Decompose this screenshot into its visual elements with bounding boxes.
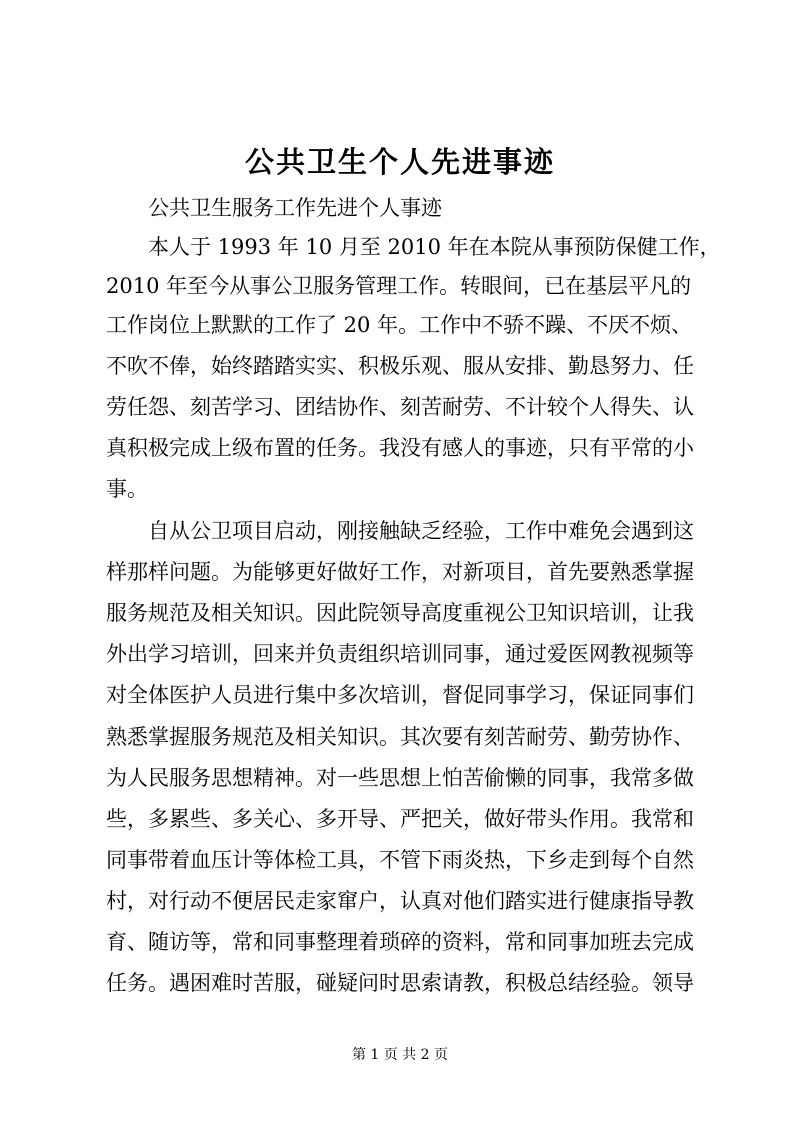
paragraph-line: 服务规范及相关知识。因此院领导高度重视公卫知识培训，让我 [106, 601, 694, 625]
page-number-footer: 第 1 页 共 2 页 [351, 1047, 449, 1063]
paragraph-line: 本人于 1993 年 10 月至 2010 年在本院从事预防保健工作， [148, 235, 721, 259]
paragraph-line: 劳任怨、刻苦学习、团结协作、刻苦耐劳、不计较个人得失、认 [106, 395, 694, 419]
paragraph-line: 熟悉掌握服务规范及相关知识。其次要有刻苦耐劳、勤劳协作、 [106, 725, 694, 749]
paragraph-line: 些，多累些、多关心、多开导、严把关，做好带头作用。我常和 [106, 807, 694, 831]
paragraph-line: 样那样问题。为能够更好做好工作，对新项目，首先要熟悉掌握 [106, 560, 694, 584]
paragraph-line: 为人民服务思想精神。对一些思想上怕苦偷懒的同事，我常多做 [106, 766, 694, 790]
document-title: 公共卫生个人先进事迹 [244, 145, 555, 179]
paragraph-line: 外出学习培训，回来并负责组织培训同事，通过爱医网教视频等 [106, 642, 694, 666]
paragraph-line: 任务。遇困难时苦服，碰疑问时思索请教，积极总结经验。领导 [106, 971, 694, 995]
paragraph-line: 事。 [106, 477, 148, 501]
paragraph-line: 工作岗位上默默的工作了 20 年。工作中不骄不躁、不厌不烦、 [106, 313, 693, 337]
paragraph-line: 育、随访等，常和同事整理着琐碎的资料，常和同事加班去完成 [106, 930, 694, 954]
paragraph-line: 村，对行动不便居民走家窜户，认真对他们踏实进行健康指导教 [106, 889, 694, 913]
document-subtitle: 公共卫生服务工作先进个人事迹 [148, 196, 442, 220]
paragraph-line: 对全体医护人员进行集中多次培训，督促同事学习，保证同事们 [106, 683, 694, 707]
paragraph-line: 同事带着血压计等体检工具，不管下雨炎热，下乡走到每个自然 [106, 848, 694, 872]
paragraph-line: 2010 年至今从事公卫服务管理工作。转眼间，已在基层平凡的 [106, 274, 692, 298]
paragraph-line: 自从公卫项目启动，刚接触缺乏经验，工作中难免会遇到这 [148, 519, 694, 543]
paragraph-line: 真积极完成上级布置的任务。我没有感人的事迹，只有平常的小 [106, 436, 694, 460]
paragraph-line: 不吹不俸，始终踏踏实实、积极乐观、服从安排、勤恳努力、任 [106, 354, 694, 378]
